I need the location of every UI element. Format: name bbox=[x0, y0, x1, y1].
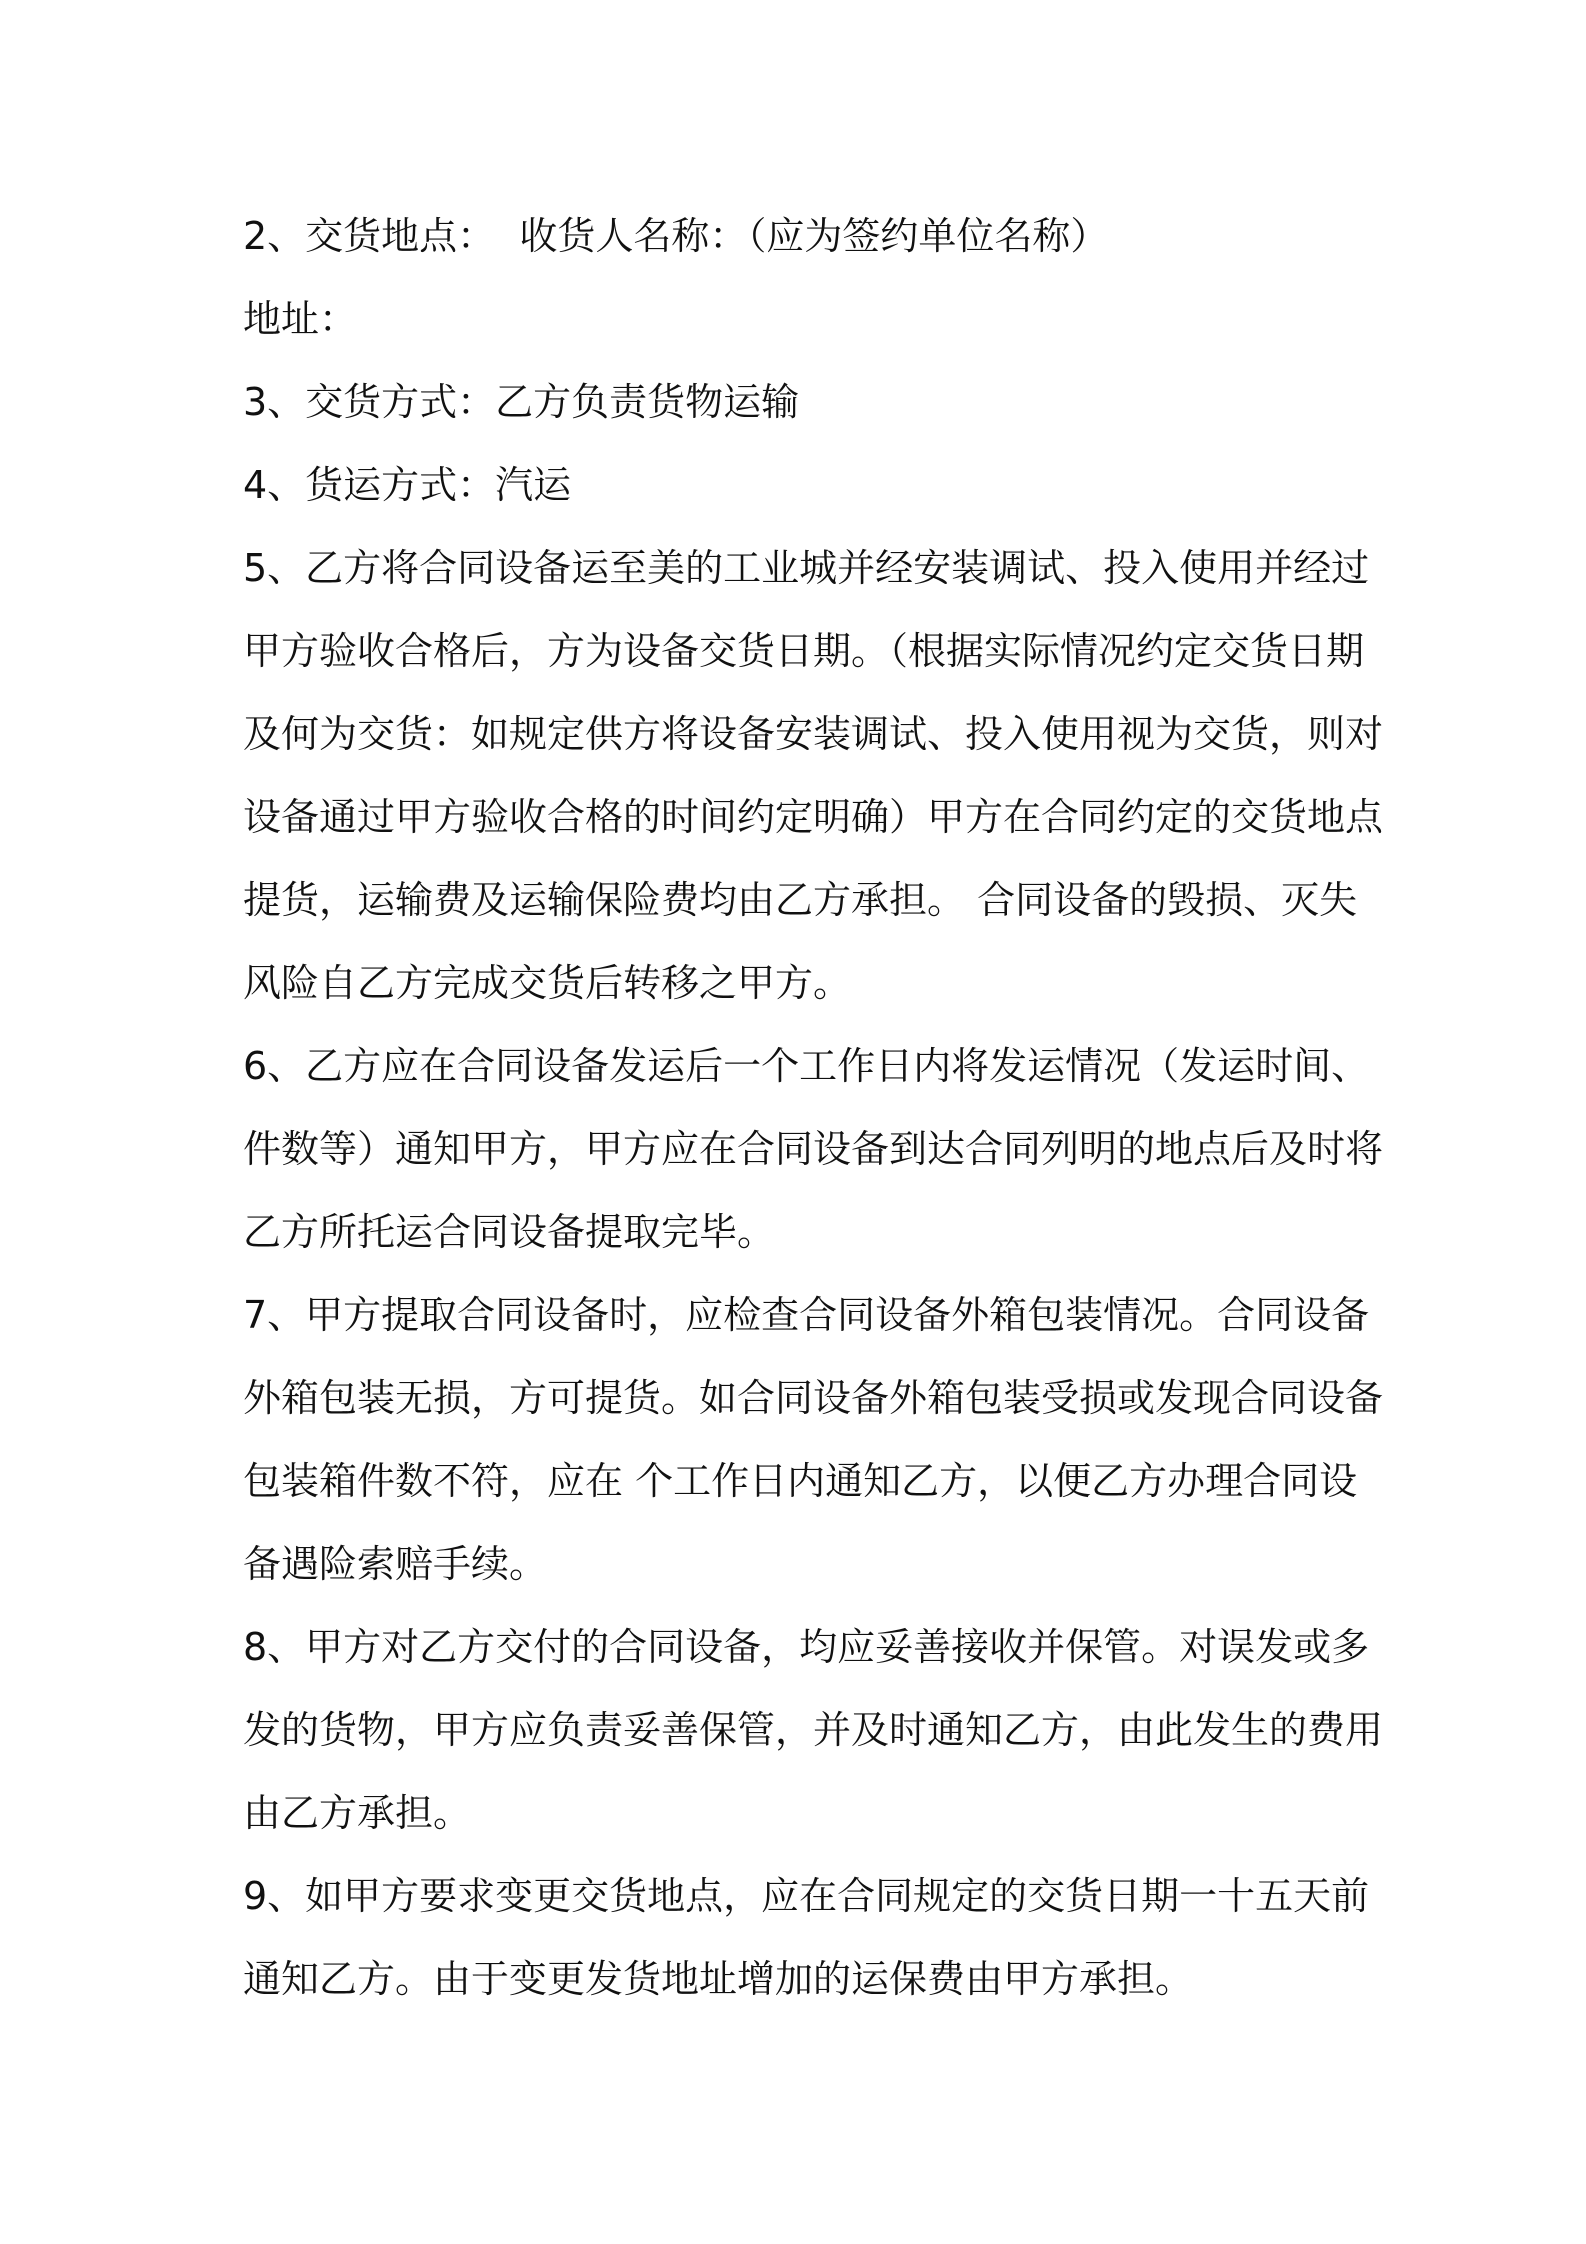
text-line-5: 5、乙方将合同设备运至美的工业城并经安装调试、投入使用并经过 bbox=[243, 546, 1370, 590]
text-line-6: 甲方验收合格后，方为设备交货日期。（根据实际情况约定交货日期 bbox=[243, 629, 1365, 673]
text-line-16: 包装箱件数不符，应在 个工作日内通知乙方，以便乙方办理合同设 bbox=[243, 1459, 1358, 1503]
text-line-14: 7、甲方提取合同设备时，应检查合同设备外箱包装情况。合同设备 bbox=[243, 1293, 1370, 1337]
text-line-9: 提货，运输费及运输保险费均由乙方承担。 合同设备的毁损、灭失 bbox=[243, 878, 1358, 922]
text-line-22: 通知乙方。由于变更发货地址增加的运保费由甲方承担。 bbox=[243, 1957, 1194, 2001]
text-line-21: 9、如甲方要求变更交货地点，应在合同规定的交货日期一十五天前 bbox=[243, 1874, 1370, 1918]
text-line-1: 2、交货地点： 收货人名称：（应为签约单位名称） bbox=[243, 214, 1109, 258]
text-line-12: 件数等）通知甲方，甲方应在合同设备到达合同列明的地点后及时将 bbox=[243, 1127, 1384, 1171]
text-line-11: 6、乙方应在合同设备发运后一个工作日内将发运情况（发运时间、 bbox=[243, 1044, 1370, 1088]
text-line-4: 4、货运方式：汽运 bbox=[243, 463, 572, 507]
text-line-18: 8、甲方对乙方交付的合同设备，均应妥善接收并保管。对误发或多 bbox=[243, 1625, 1370, 1669]
document-body bbox=[243, 195, 1384, 2021]
text-line-3: 3、交货方式：乙方负责货物运输 bbox=[243, 380, 800, 424]
text-line-2: 地址： bbox=[243, 297, 358, 341]
text-line-19: 发的货物，甲方应负责妥善保管，并及时通知乙方，由此发生的费用 bbox=[243, 1708, 1384, 1752]
text-line-17: 备遇险索赔手续。 bbox=[243, 1542, 548, 1586]
text-line-10: 风险自乙方完成交货后转移之甲方。 bbox=[243, 961, 852, 1005]
text-line-13: 乙方所托运合同设备提取完毕。 bbox=[243, 1210, 776, 1254]
text-line-15: 外箱包装无损，方可提货。如合同设备外箱包装受损或发现合同设备 bbox=[243, 1376, 1384, 1420]
text-line-8: 设备通过甲方验收合格的时间约定明确）甲方在合同约定的交货地点 bbox=[243, 795, 1384, 839]
text-line-20: 由乙方承担。 bbox=[243, 1791, 472, 1835]
text-line-7: 及何为交货：如规定供方将设备安装调试、投入使用视为交货，则对 bbox=[243, 712, 1384, 756]
